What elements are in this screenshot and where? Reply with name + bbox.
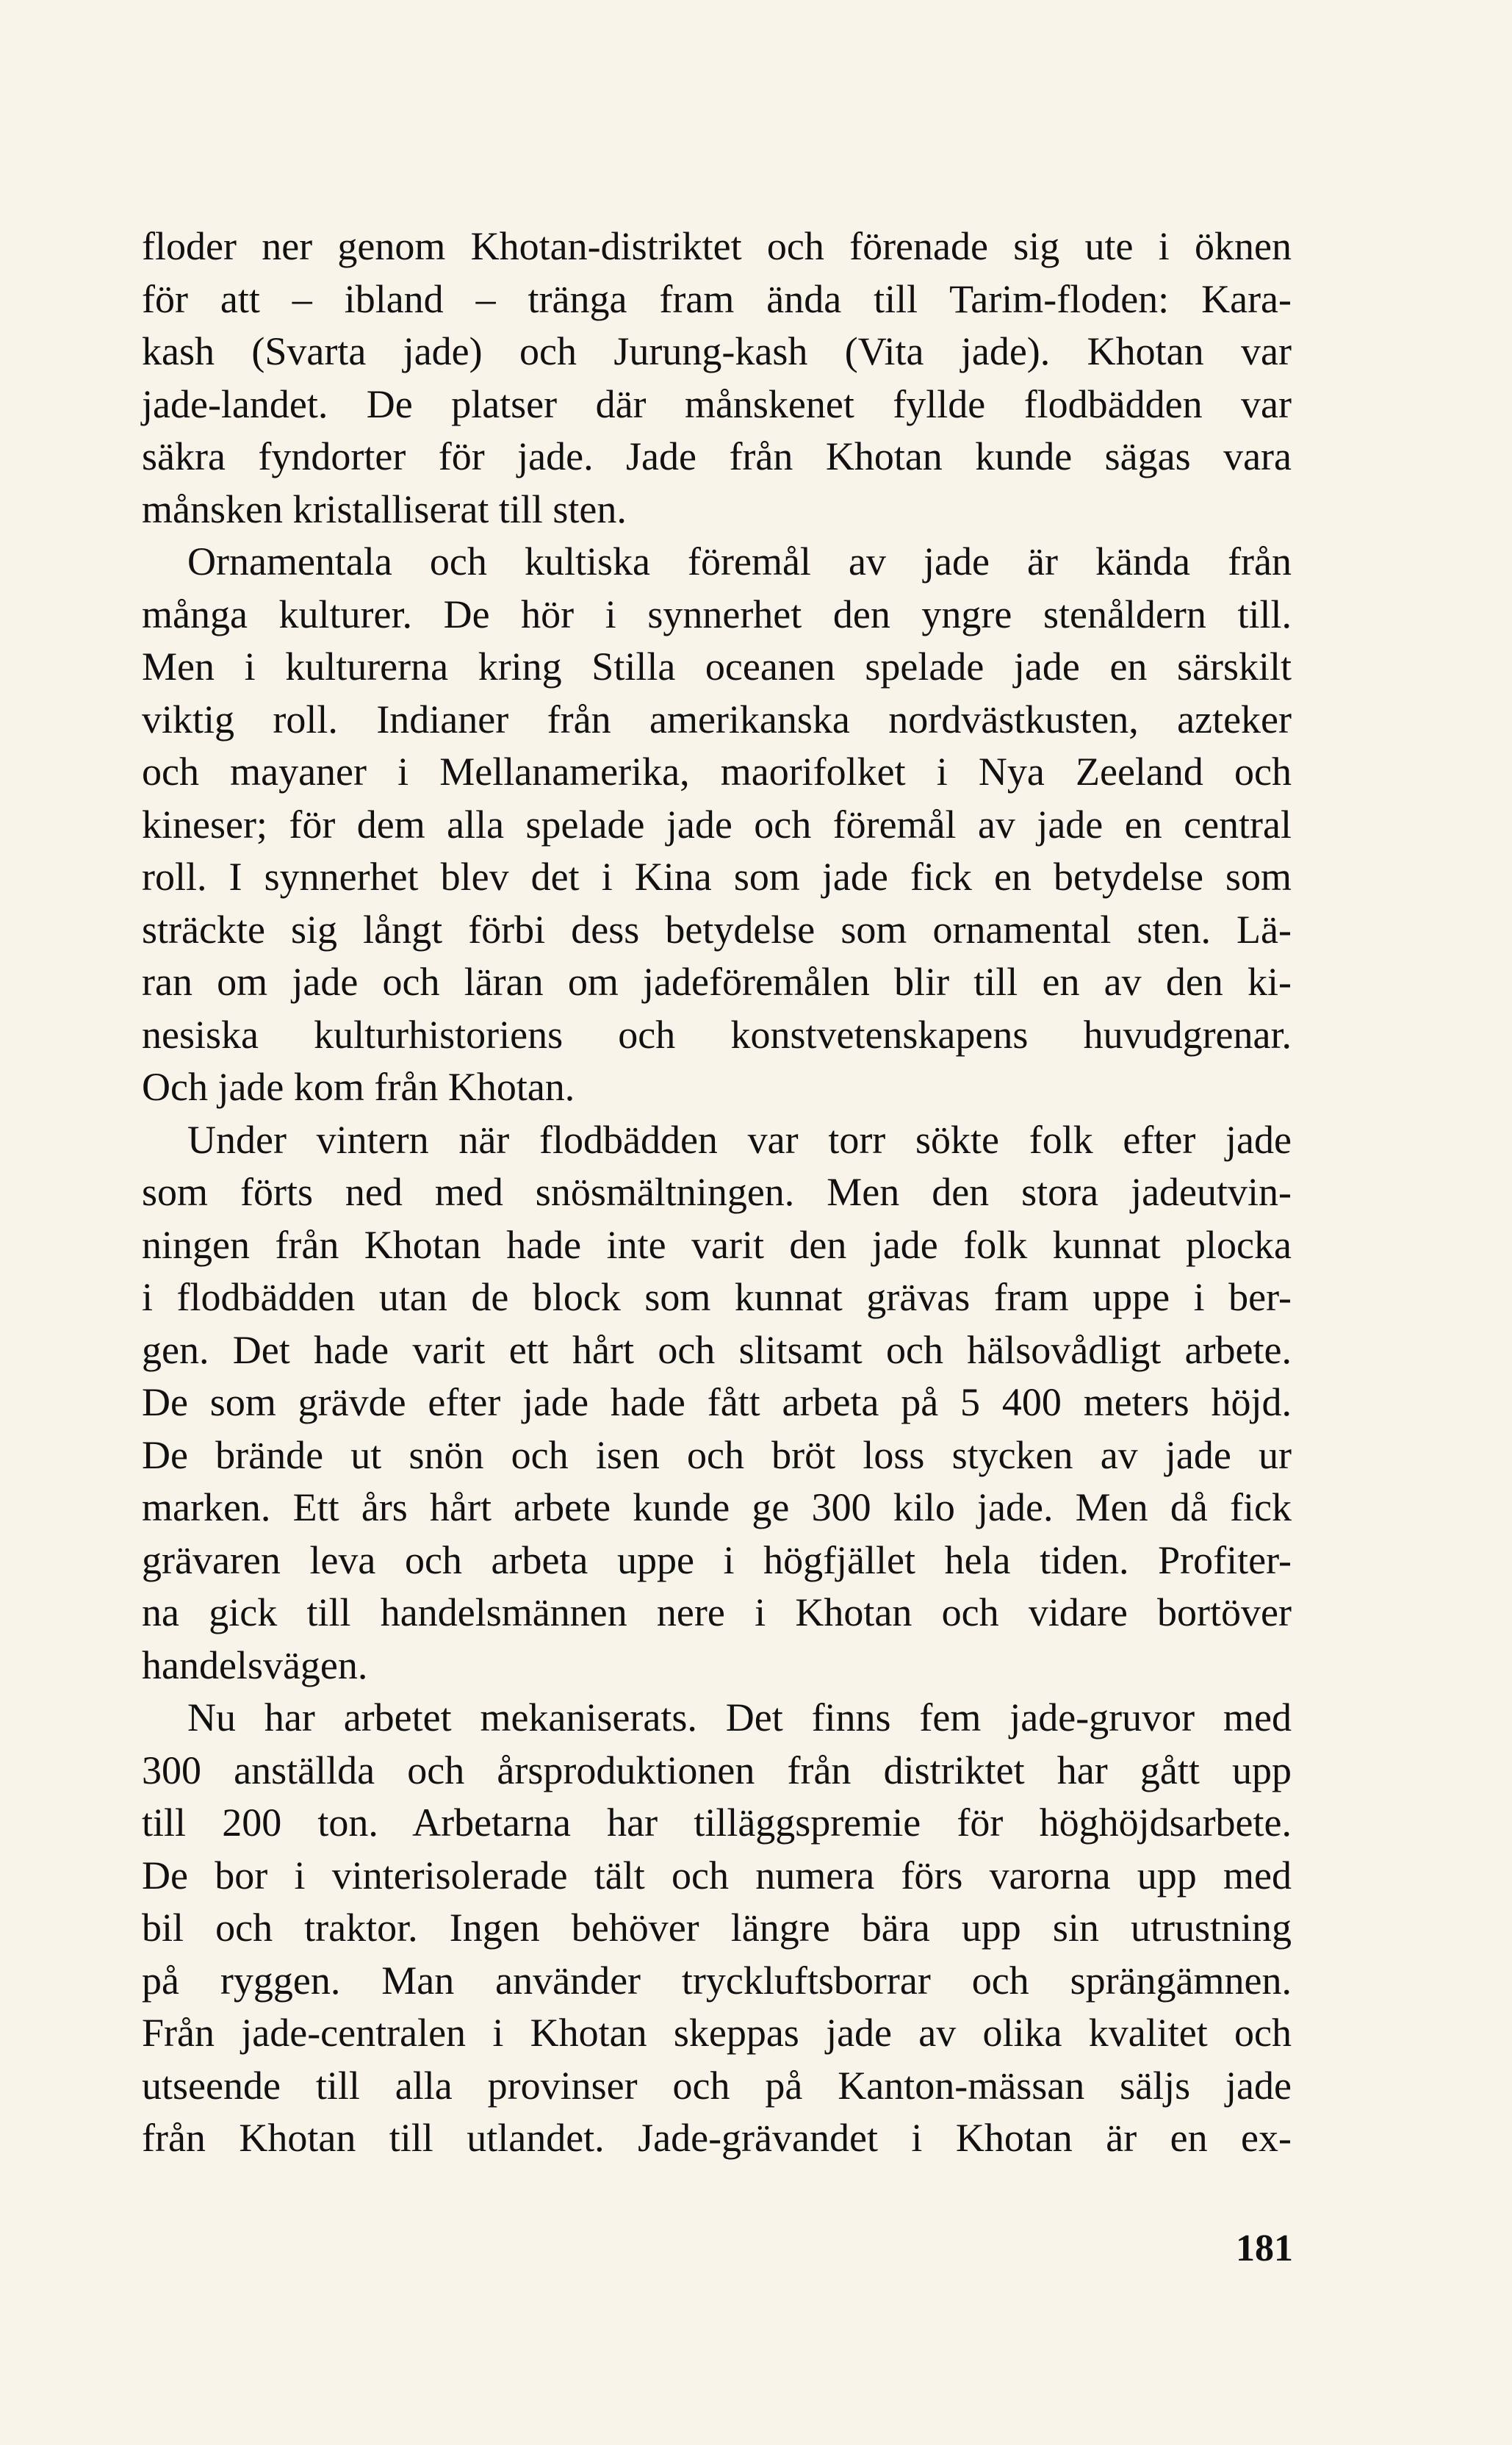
text-line: kineser; för dem alla spelade jade och föremål av jade en central xyxy=(142,802,1292,847)
text-line: gen. Det hade varit ett hårt och slitsamt och hälsovådligt arbete. xyxy=(142,1327,1292,1372)
text-line: viktig roll. Indianer från amerikanska nordvästkusten, azteker xyxy=(142,697,1292,742)
text-line: roll. I synnerhet blev det i Kina som jade fick en betydelse som xyxy=(142,855,1292,899)
text-line: månsken kristalliserat till sten. xyxy=(142,487,627,531)
text-line: Under vintern när flodbädden var torr sökte folk efter jade xyxy=(187,1117,1292,1162)
text-line: De brände ut snön och isen och bröt loss stycken av jade ur xyxy=(142,1432,1292,1477)
text-line: Och jade kom från Khotan. xyxy=(142,1065,575,1109)
text-line: jade-landet. De platser där månskenet fyllde flodbädden var xyxy=(142,381,1292,426)
text-line: till 200 ton. Arbetarna har tilläggspremie för höghöjdsarbete. xyxy=(142,1800,1292,1845)
text-line: Från jade-centralen i Khotan skeppas jade av olika kvalitet och xyxy=(142,2011,1292,2055)
text-line: ran om jade och läran om jadeföremålen blir till en av den ki- xyxy=(142,960,1292,1004)
text-line: för att – ibland – tränga fram ända till Tarim-floden: Kara- xyxy=(142,276,1292,321)
text-line: kash (Svarta jade) och Jurung-kash (Vita jade). Khotan var xyxy=(142,329,1292,373)
text-line: från Khotan till utlandet. Jade-grävandet i Khotan är en ex- xyxy=(142,2116,1292,2160)
text-line: Nu har arbetet mekaniserats. Det finns fem jade-gruvor med xyxy=(187,1695,1292,1739)
text-line: på ryggen. Man använder tryckluftsborrar och sprängämnen. xyxy=(142,1958,1292,2003)
text-line: ningen från Khotan hade inte varit den jade folk kunnat plocka xyxy=(142,1222,1292,1267)
text-line: na gick till handelsmännen nere i Khotan och vidare bortöver xyxy=(142,1590,1292,1634)
text-line: sträckte sig långt förbi dess betydelse som ornamental sten. Lä- xyxy=(142,907,1292,952)
text-line: marken. Ett års hårt arbete kunde ge 300 kilo jade. Men då fick xyxy=(142,1485,1292,1529)
text-line: De som grävde efter jade hade fått arbeta på 5 400 meters höjd. xyxy=(142,1380,1292,1424)
text-line: 300 anställda och årsproduktionen från distriktet har gått upp xyxy=(142,1748,1292,1792)
body-text xyxy=(142,220,1292,2165)
text-line: De bor i vinterisolerade tält och numera förs varorna upp med xyxy=(142,1853,1292,1898)
text-line: Ornamentala och kultiska föremål av jade är kända från xyxy=(187,539,1292,584)
text-line: handelsvägen. xyxy=(142,1642,368,1687)
text-line: Men i kulturerna kring Stilla oceanen spelade jade en särskilt xyxy=(142,645,1292,689)
text-line: nesiska kulturhistoriens och konstvetenskapens huvudgrenar. xyxy=(142,1012,1292,1057)
text-line: säkra fyndorter för jade. Jade från Khotan kunde sägas vara xyxy=(142,434,1292,478)
text-line: floder ner genom Khotan-distriktet och förenade sig ute i öknen xyxy=(142,224,1292,268)
text-line: många kulturer. De hör i synnerhet den yngre stenåldern till. xyxy=(142,592,1292,636)
text-line: i flodbädden utan de block som kunnat grävas fram uppe i ber- xyxy=(142,1275,1292,1319)
text-line: och mayaner i Mellanamerika, maorifolket i Nya Zeeland och xyxy=(142,750,1292,794)
text-line: grävaren leva och arbeta uppe i högfjället hela tiden. Profiter- xyxy=(142,1537,1292,1582)
text-line: som förts ned med snösmältningen. Men den stora jadeutvin- xyxy=(142,1170,1292,1214)
text-line: utseende till alla provinser och på Kanton-mässan säljs jade xyxy=(142,2063,1292,2108)
page-number: 181 xyxy=(1236,2227,1293,2269)
text-line: bil och traktor. Ingen behöver längre bära upp sin utrustning xyxy=(142,1906,1292,1950)
